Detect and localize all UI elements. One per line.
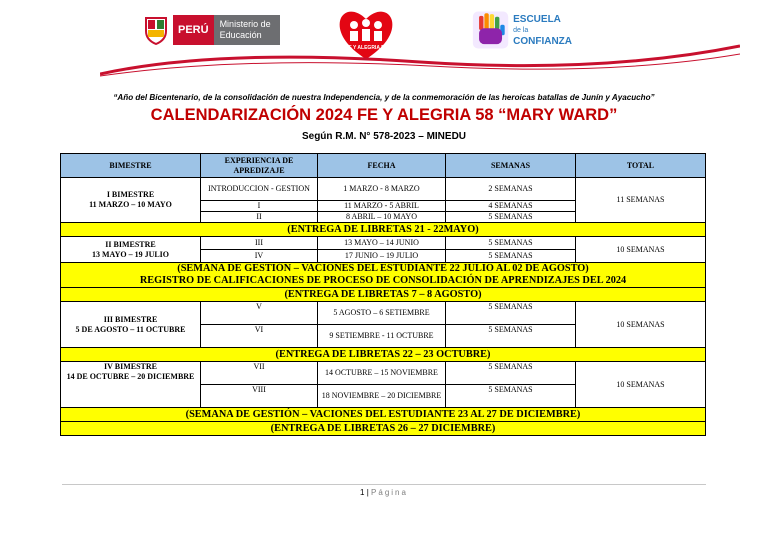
total-cell: 10 SEMANAS xyxy=(576,362,706,408)
bimestre-name: II BIMESTRE xyxy=(105,239,156,249)
band-entrega-libretas-1: (ENTREGA DE LIBRETAS 21 - 22MAYO) xyxy=(61,223,706,237)
header-total: TOTAL xyxy=(576,154,706,178)
band-registro-text: REGISTRO DE CALIFICACIONES DE PROCESO DE CONSOLIDACIÓN DE APRENDIZAJES DEL 2024 xyxy=(139,275,627,286)
escuela-logo-text: ESCUELA de la CONFIANZA xyxy=(513,13,572,47)
bimestre-cell xyxy=(61,302,201,348)
bimestre-range: 14 DE OCTUBRE – 20 DICIEMBRE xyxy=(66,372,195,381)
total-cell: 10 SEMANAS xyxy=(576,302,706,348)
semanas-cell: 5 SEMANAS xyxy=(446,250,576,263)
experiencia-cell: VIII xyxy=(201,385,318,408)
experiencia-cell: V xyxy=(201,302,318,325)
band-entrega-libretas-3: (ENTREGA DE LIBRETAS 22 – 23 OCTUBRE) xyxy=(61,348,706,362)
total-cell: 11 SEMANAS xyxy=(576,178,706,223)
page-number: 1 xyxy=(360,488,365,497)
table-row xyxy=(61,302,706,325)
band-semana-gestion-1 xyxy=(61,263,706,288)
band-row xyxy=(61,288,706,302)
footer-divider xyxy=(62,484,706,485)
header-fecha: FECHA xyxy=(318,154,446,178)
header-bimestre: BIMESTRE xyxy=(61,154,201,178)
semanas-cell: 5 SEMANAS xyxy=(446,212,576,223)
band-entrega-libretas-2: (ENTREGA DE LIBRETAS 7 – 8 AGOSTO) xyxy=(61,288,706,302)
table-row xyxy=(61,178,706,201)
ministry-label: Ministerio de Educación xyxy=(214,15,280,45)
semanas-cell: 5 SEMANAS xyxy=(446,325,576,348)
header-experiencia: EXPERIENCIA DE APREDIZAJE xyxy=(201,154,318,178)
semanas-cell: 5 SEMANAS xyxy=(446,302,576,325)
bimestre-cell xyxy=(61,237,201,263)
band-row xyxy=(61,408,706,422)
experiencia-cell: II xyxy=(201,212,318,223)
bimestre-range: 11 MARZO – 10 MAYO xyxy=(89,200,172,209)
band-semana-gestion-2: (SEMANA DE GESTIÓN – VACIONES DEL ESTUDIANTE 23 AL 27 DE DICIEMBRE) xyxy=(61,408,706,422)
fecha-cell: 1 MARZO - 8 MARZO xyxy=(318,178,446,201)
experiencia-cell: VI xyxy=(201,325,318,348)
fecha-cell: 17 JUNIO – 19 JULIO xyxy=(318,250,446,263)
document-title: CALENDARIZACIÓN 2024 FE Y ALEGRIA 58 “MARY WARD” xyxy=(150,106,618,124)
semanas-cell: 5 SEMANAS xyxy=(446,385,576,408)
experiencia-cell: INTRODUCCION - GESTION xyxy=(201,178,318,201)
experiencia-cell: VII xyxy=(201,362,318,385)
footer-separator: | xyxy=(366,488,369,497)
fecha-cell: 14 OCTUBRE – 15 NOVIEMBRE xyxy=(318,362,446,385)
fecha-cell: 18 NOVIEMBRE – 20 DICIEMBRE xyxy=(318,385,446,408)
motto-text: “Año del Bicentenario, de la consolidación de nuestra Independencia, y de la conmemoración de las heroicas batallas de Junín y Ayacucho” xyxy=(113,93,655,102)
bimestre-name: III BIMESTRE xyxy=(103,314,158,324)
fecha-cell: 13 MAYO – 14 JUNIO xyxy=(318,237,446,250)
semanas-cell: 5 SEMANAS xyxy=(446,237,576,250)
semanas-cell: 5 SEMANAS xyxy=(446,362,576,385)
bimestre-range: 13 MAYO – 19 JULIO xyxy=(91,249,170,259)
table-header-row xyxy=(61,154,706,178)
experiencia-cell: III xyxy=(201,237,318,250)
table-row xyxy=(61,237,706,250)
bimestre-name: I BIMESTRE xyxy=(106,190,155,199)
band-row xyxy=(61,422,706,436)
page-footer xyxy=(0,488,768,497)
document-subtitle: Según R.M. N° 578-2023 – MINEDU xyxy=(301,131,467,142)
header-swoosh-decoration xyxy=(100,40,740,90)
semanas-cell: 2 SEMANAS xyxy=(446,178,576,201)
page-label: Página xyxy=(371,488,408,497)
bimestre-cell xyxy=(61,178,201,223)
table-row xyxy=(61,362,706,385)
fecha-cell: 11 MARZO - 5 ABRIL xyxy=(318,201,446,212)
band-entrega-libretas-4: (ENTREGA DE LIBRETAS 26 – 27 DICIEMBRE) xyxy=(61,422,706,436)
total-cell: 10 SEMANAS xyxy=(576,237,706,263)
bimestre-name: IV BIMESTRE xyxy=(104,362,157,371)
fecha-cell: 8 ABRIL – 10 MAYO xyxy=(318,212,446,223)
calendar-table xyxy=(60,153,706,436)
band-row xyxy=(61,348,706,362)
experiencia-cell: IV xyxy=(201,250,318,263)
semanas-cell: 4 SEMANAS xyxy=(446,201,576,212)
bimestre-cell xyxy=(61,362,201,408)
bimestre-range: 5 DE AGOSTO – 11 OCTUBRE xyxy=(75,324,186,334)
experiencia-cell: I xyxy=(201,201,318,212)
band-vacaciones-text: (SEMANA DE GESTIÓN – VACIONES DEL ESTUDIANTE 22 JULIO AL 02 DE AGOSTO) xyxy=(177,263,589,274)
band-row xyxy=(61,263,706,288)
fecha-cell: 9 SETIEMBRE - 11 OCTUBRE xyxy=(318,325,446,348)
header-semanas: SEMANAS xyxy=(446,154,576,178)
fya-logo-text: FE Y ALEGRIA 58 xyxy=(345,45,387,51)
band-row xyxy=(61,223,706,237)
peru-label: PERÚ xyxy=(173,15,214,45)
fecha-cell: 5 AGOSTO – 6 SETIEMBRE xyxy=(318,302,446,325)
